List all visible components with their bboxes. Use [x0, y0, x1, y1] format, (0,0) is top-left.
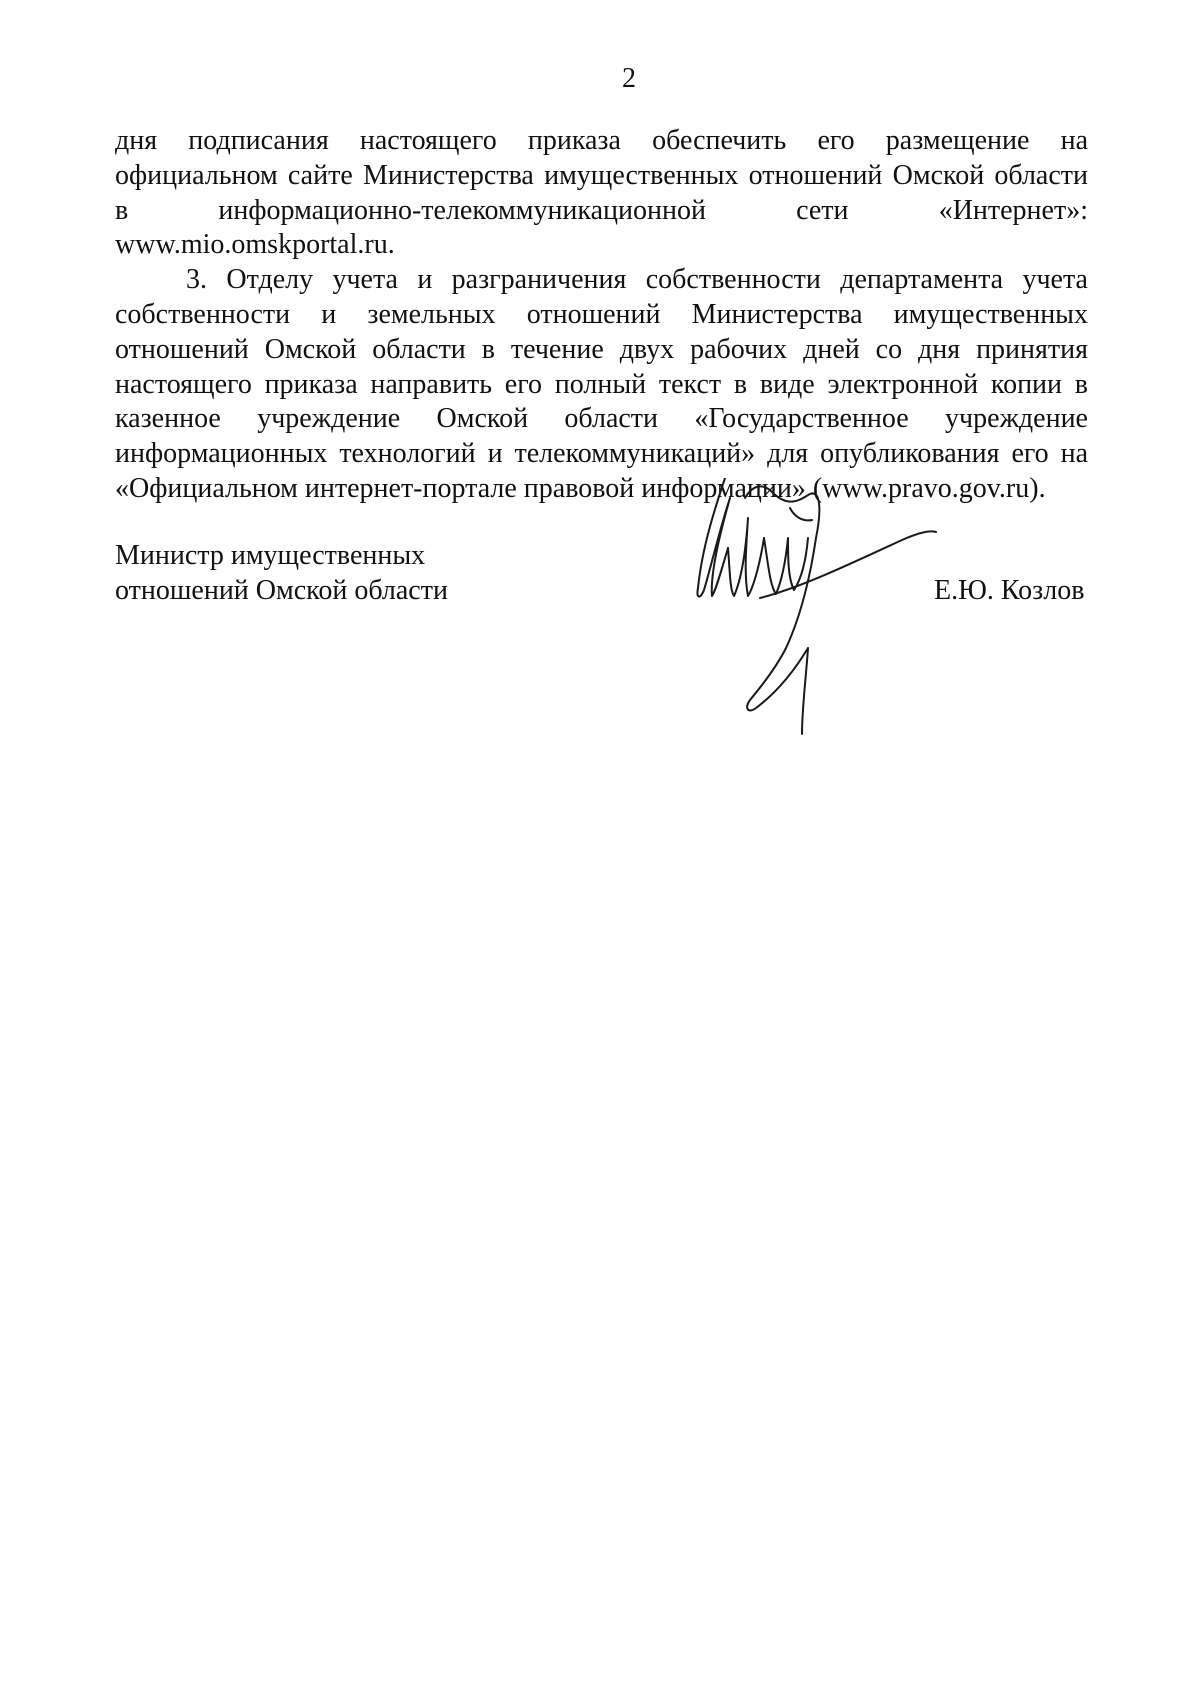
document-body — [115, 124, 1088, 507]
page-number: 2 — [622, 63, 636, 94]
signatory-position-line1: Министр имущественных — [115, 540, 426, 571]
signatory-name: Е.Ю. Козлов — [934, 575, 1085, 606]
handwritten-signature — [690, 478, 990, 738]
signatory-position-line2: отношений Омской области — [115, 575, 448, 606]
paragraph-item-3: 3. Отделу учета и разграничения собственности департамента учета собственности и земельных отношений Министерства имущественных отношений Омской области в течение двух рабочих дней со дня принятия настоящего приказа направить его полный текст в виде электронной копии в казенное учреждение Омской области «Государственное учреждение информационных технологий и телекоммуникаций» для опубликования его на «Официальном интернет-портале правовой информации» (www.pravo.gov.ru). — [115, 264, 1088, 504]
paragraph-continuation: дня подписания настоящего приказа обеспечить его размещение на официальном сайте Министерства имущественных отношений Омской области в информационно-телекоммуникационной сети «Интернет»: www.mio.omskportal.ru. — [115, 125, 1088, 261]
signatory-position — [115, 538, 448, 608]
